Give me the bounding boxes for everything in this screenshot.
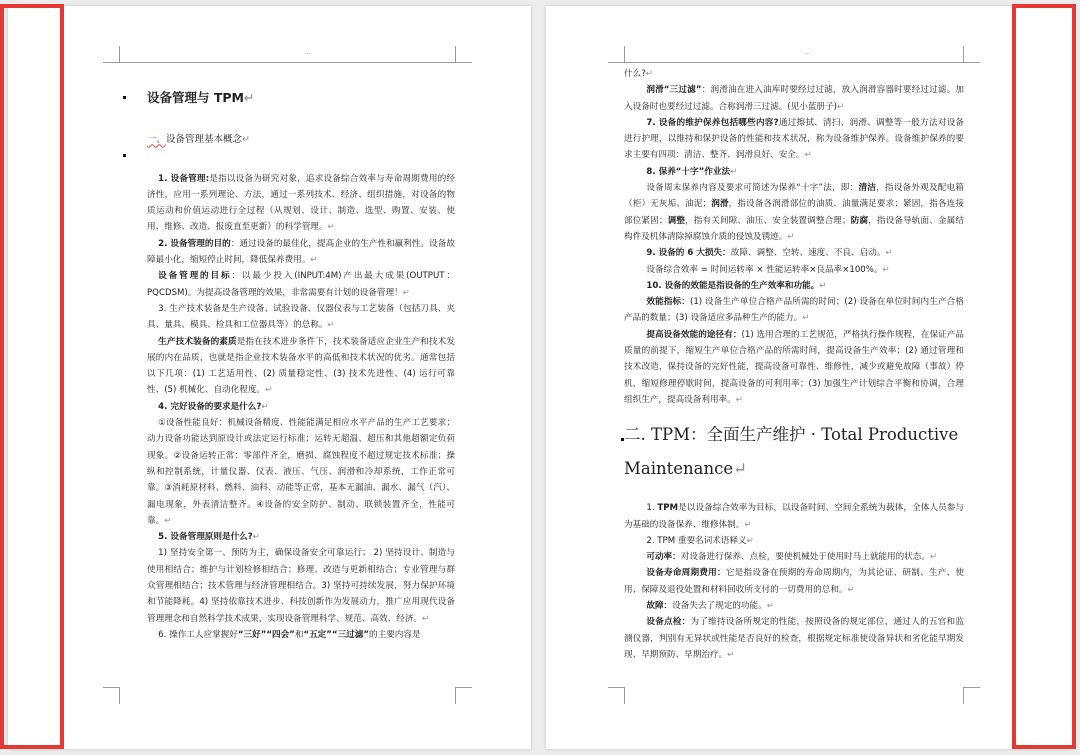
margin-corner-top-left — [103, 46, 120, 63]
paragraph: 2. TPM 重要名词术语释义↵ — [646, 535, 754, 546]
document-title: 设备管理与 TPM↵ — [147, 90, 255, 105]
paragraph: 效能指标：(1) 设备生产单位合格产品所需的时间；(2) 设备在单位时间内生产合格产品的数量；(3) 设备适应多品种生产的能力。↵ — [624, 297, 964, 324]
paragraph-heading: 10. 设备的效能是指设备的生产效率和功能。↵ — [646, 280, 827, 291]
paragraph: 1. 设备管理:是指以设备为研究对象，追求设备综合效率与寿命周期费用的经济性，应用一系列理论、方法，通过一系列技术、经济、组织措施，对设备的物质运动和价值运动进行全过程（从规划、设计、制造、选型、购置、安装、使用、维修、改造、报废直至更新）的科学管理。↵ — [147, 173, 455, 233]
margin-corner-top-right — [963, 46, 980, 63]
paragraph: 可动率：对设备进行保养、点检，要使机械处于使用时马上就能用的状态。↵ — [646, 552, 938, 563]
paragraph: 设备管理的目标：以最少投入(INPUT:4M)产出最大成果(OUTPUT：PQCDSM)。为提高设备管理的效果，非常需要有计划的设备管理！↵ — [147, 271, 455, 298]
section-heading-1: 一、设备管理基本概念↵ — [147, 134, 250, 146]
paragraph: 设备寿命周期费用：它是指设备在预期的寿命周期内，为其论证、研制、生产、使用、保障及退役处置和材料回收所支付的一切费用的总和。↵ — [624, 568, 964, 595]
margin-corner-top-left — [608, 46, 625, 63]
paragraph: 9. 设备的 6 大损失：故障、调整、空转、速度、不良、启动。↵ — [646, 248, 893, 259]
paragraph: 3. 生产技术装备是生产设备、试验设备、仪器仪表与工艺装备（包括刀具、夹具、量具、模具、检具和工位器具等）的总称。↵ — [147, 303, 455, 331]
header-line — [624, 62, 963, 63]
paragraph: 6. 操作工人应掌握好“三好”“四会”和“五定”“三过滤”的主要内容是 — [158, 629, 421, 640]
header-line — [119, 62, 455, 63]
section-heading-2: 二. TPM：全面生产维护 · Total Productive Maintenance↵ — [624, 425, 959, 479]
paragraph-heading: 4. 完好设备的要求是什么?↵ — [158, 401, 269, 412]
bullet-marker — [123, 96, 126, 99]
paragraph: 1) 坚持安全第一、预防为主，确保设备安全可靠运行； 2) 坚持设计、制造与使用相结合；维护与计划检修相结合；修理、改造与更新相结合；专业管理与群众管理相结合；技术管理与经济管理相结合。3) 坚持可持续发展，努力保护环境和节能降耗。4) 坚持依靠技术进步、科技创新作为发展动力，推广应用现代设备管理理念和自然科学技术成果，实现设备管理科学、规范、高效、经济。↵ — [147, 548, 455, 624]
paragraph-heading: 5. 设备管理原则是什么?↵ — [158, 532, 260, 543]
paragraph: 提高设备效能的途径有：(1) 选用合理的工艺规范，严格执行操作规程，在保证产品质量的前提下，缩短生产单位合格产品的所需时间，提高设备生产效率；(2) 通过管理和技术改造，保持设备的完好性能，提高设备可靠性、维修性，减少或避免故障（事故）停机，缩短修理停歇时间，提高设备的可利用率；(3) 加强生产计划综合平衡和协调，合理组织生产，提高设备利用率。↵ — [624, 329, 964, 405]
margin-corner-bottom-right — [455, 687, 472, 704]
margin-corner-top-right — [455, 46, 472, 63]
paragraph: 设备周末保养内容及要求可简述为保养“十字”法，即：清洁，指设备外观及配电箱（柜）无灰垢、油泥；润滑，指设备各润滑部位的油质、油量满足要求；紧固，指各连接部位紧固；调整，指有关间隙、油压、安全装置调整合理；防腐，指设备导轨面、金属结构件及机体清除掉腐蚀介质的侵蚀及锈迹。↵ — [624, 183, 964, 242]
paragraph: 2. 设备管理的目的：通过设备的最佳化，提高企业的生产性和赢利性。设备故障最小化，缩短停止时间，降低保养费用。↵ — [147, 238, 455, 266]
paragraph: 设备点检：为了维持设备所规定的性能，按照设备的规定部位，通过人的五官和监测仪器，判别有无异状或性能是否良好的检查，根据规定标准使设备异状和劣化能早期发现、早期预防、早期治疗。↵ — [624, 617, 964, 660]
paragraph: 故障：设备失去了规定的功能。↵ — [646, 601, 774, 612]
document-page-right[interactable] — [546, 6, 1072, 749]
paragraph: ①设备性能良好：机械设备精度、性能能满足相应水平产品的生产工艺要求；动力设备功能达到原设计或法定运行标准；运转无超温、超压和其他超额定负荷现象。②设备运转正常：零部件齐全，磨损、腐蚀程度不超过规定技术标准；操纵和控制系统，计量仪器、仪表、液压、气压、润滑和冷却系统，工作正常可靠。③消耗原材料、燃料、油料、动能等正常，基本无漏油、漏水、漏气（汽）、漏电现象，外表清洁整齐。④设备的安全防护、制动、联锁装置齐全，性能可靠。↵ — [147, 418, 455, 526]
margin-corner-bottom-left — [103, 687, 120, 704]
margin-corner-bottom-left — [608, 687, 625, 704]
header-paragraph-mark: ... — [304, 48, 311, 56]
paragraph: 1. TPM是以设备综合效率为目标，以设备时间、空间全系统为载体，全体人员参与为基础的设备保养、维修体制。↵ — [624, 503, 964, 530]
paragraph: 什么?↵ — [624, 69, 653, 79]
document-page-left[interactable] — [8, 6, 531, 749]
paragraph: 润滑“三过滤”：润滑油在进入油库时要经过过滤，放入润滑容器时要经过过滤。加入设备时也要经过过滤。合称润滑三过滤。(见小蓝册子)↵ — [624, 85, 964, 112]
bullet-marker — [123, 154, 126, 157]
header-paragraph-mark: ... — [804, 48, 811, 56]
page-text-right[interactable] — [624, 66, 964, 663]
paragraph: 7. 设备的维护保养包括哪些内容?通过擦拭、清扫、润滑、调整等一般方法对设备进行护理，以维持和保护设备的性能和技术状况，称为设备维护保养。设备维护保养的要求主要有四项：清洁、整齐、润滑良好、安全。↵ — [624, 117, 964, 161]
highlight-box-right-margin — [1012, 4, 1076, 749]
paragraph-heading: 8. 保养“十字”作业法↵ — [646, 166, 738, 177]
highlight-box-left-margin — [0, 4, 64, 749]
paragraph: 生产技术装备的素质是指在技术进步条件下，技术装备适应企业生产和技术发展的内在品质，也就是指企业技术装备水平的高低和技术状况的优劣。通常包括以下几项：(1) 工艺适用性、(2) 质量稳定性、(3) 技术先进性、(4) 运行可靠性、(5) 机械化、自动化程度。↵ — [147, 336, 455, 396]
page-text-left[interactable] — [147, 72, 455, 643]
paragraph: 设备综合效率 = 时间运转率 × 性能运转率×良品率×100%。↵ — [646, 264, 890, 275]
margin-corner-bottom-right — [963, 687, 980, 704]
